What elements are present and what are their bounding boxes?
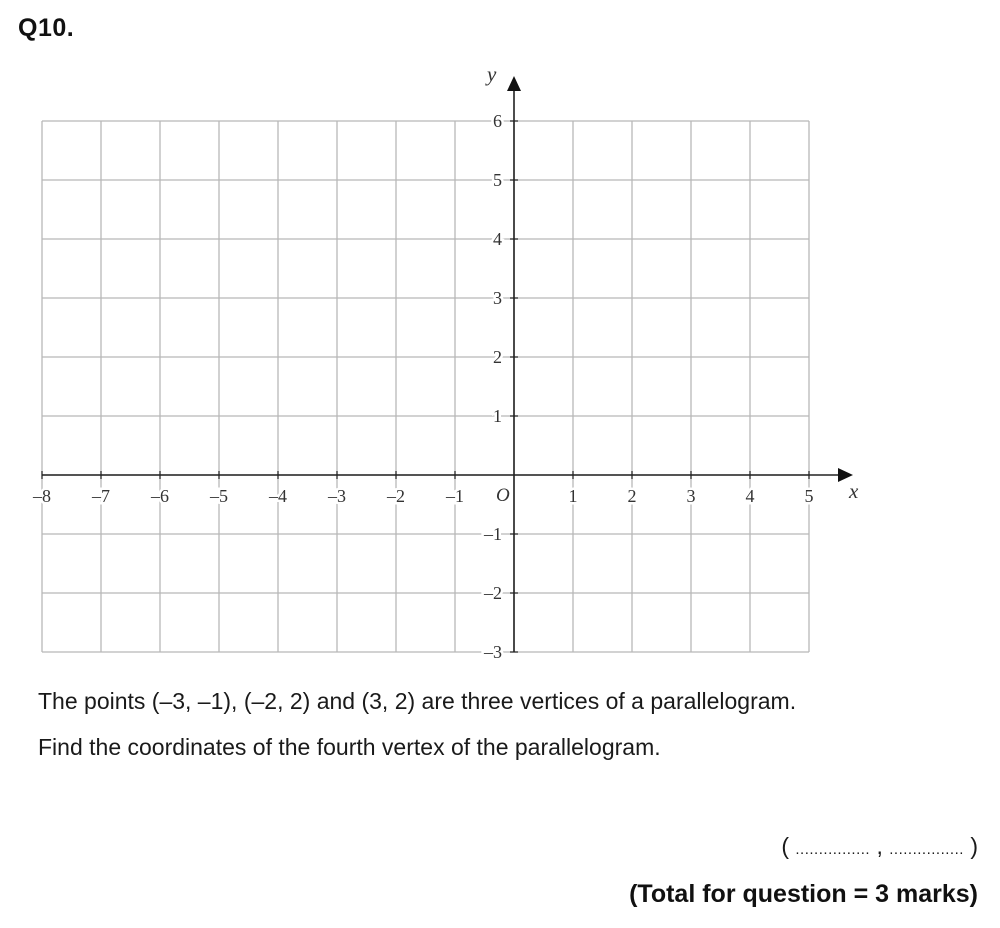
y-tick-label: 1 <box>493 406 502 426</box>
x-tick-label: 2 <box>627 486 637 506</box>
x-tick-label: 1 <box>568 486 578 506</box>
x-tick-label: –2 <box>387 486 405 506</box>
y-tick-label: –1 <box>484 524 502 544</box>
origin-label: O <box>496 485 510 506</box>
x-tick-label: –8 <box>33 486 51 506</box>
x-tick-label: 4 <box>745 486 755 506</box>
y-tick-label: 5 <box>493 170 502 190</box>
y-axis-arrow <box>507 76 521 91</box>
total-marks: (Total for question = 3 marks) <box>629 880 978 908</box>
x-tick-label: –7 <box>92 486 110 506</box>
x-tick-label: –5 <box>210 486 228 506</box>
y-tick-label: 6 <box>493 111 502 131</box>
x-tick-label: 3 <box>686 486 696 506</box>
question-text-line-2: Find the coordinates of the fourth vertex of the parallelogram. <box>38 734 661 760</box>
y-tick-label: 4 <box>493 229 502 249</box>
y-tick-label: 2 <box>493 347 502 367</box>
x-tick-label: –1 <box>446 486 464 506</box>
y-tick-label: 3 <box>493 288 502 308</box>
question-text-line-1: The points (–3, –1), (–2, 2) and (3, 2) are three vertices of a parallelogram. <box>38 688 797 714</box>
question-number: Q10. <box>18 14 75 42</box>
y-tick-label: –2 <box>484 583 502 603</box>
answer-comma: , <box>876 833 883 859</box>
x-tick-label: –6 <box>151 486 169 506</box>
x-tick-label: –4 <box>269 486 287 506</box>
y-tick-labels <box>483 111 502 662</box>
answer-y-blank[interactable]: ................ <box>889 841 964 858</box>
y-tick-label: –3 <box>484 642 502 662</box>
x-tick-labels <box>32 486 814 506</box>
x-tick-label: 5 <box>804 486 814 506</box>
x-axis-label: x <box>849 479 859 503</box>
answer-x-blank[interactable]: ................ <box>795 841 871 858</box>
answer-close-paren: ) <box>970 833 978 859</box>
gridlines <box>42 121 809 652</box>
axes <box>42 76 853 652</box>
answer-line <box>781 833 978 860</box>
y-axis-label: y <box>487 62 497 86</box>
answer-open-paren: ( <box>781 833 789 859</box>
x-tick-label: –3 <box>328 486 346 506</box>
